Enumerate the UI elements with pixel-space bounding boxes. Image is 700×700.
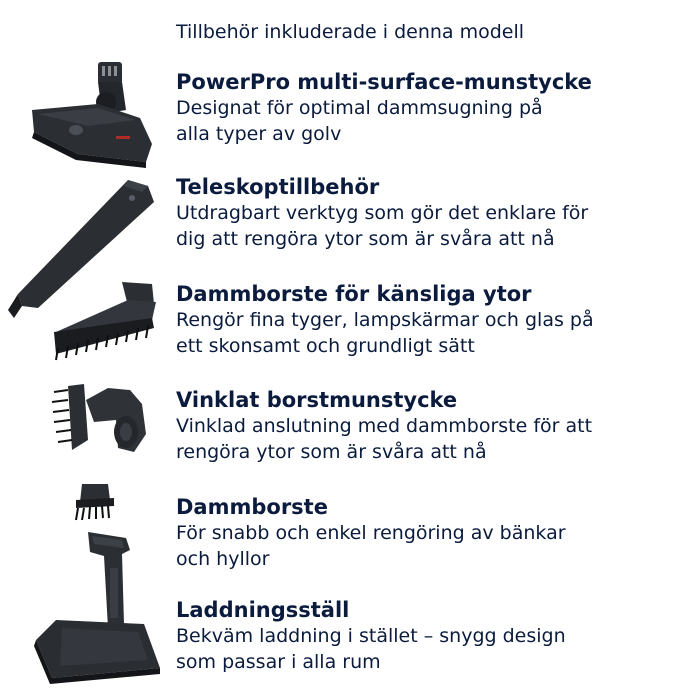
item-title: Teleskoptillbehör — [176, 175, 380, 199]
item-description: Utdragbart verktyg som gör det enklare för dig att rengöra ytor som är svåra att nå — [176, 202, 589, 250]
item-description: Rengör fina tyger, lampskärmar och glas på ett skonsamt och grundligt sätt — [176, 309, 594, 357]
item-title: Dammborste för känsliga ytor — [176, 282, 532, 306]
item-description: För snabb och enkel rengöring av bänkar och hyllor — [176, 522, 566, 570]
accessory-item-dusting-brush — [176, 494, 686, 572]
floor-nozzle-icon — [28, 58, 154, 170]
item-description: Vinklad anslutning med dammborste för att rengöra ytor som är svåra att nå — [176, 415, 593, 463]
page-title: Tillbehör inkluderade i denna modell — [176, 21, 525, 43]
item-title: Dammborste — [176, 495, 328, 519]
item-description: Designat för optimal dammsugning på alla typer av golv — [176, 97, 543, 145]
charging-stand-icon — [34, 528, 164, 684]
accessory-item-soft-brush — [176, 281, 686, 359]
angled-brush-nozzle-icon — [46, 380, 158, 458]
accessory-item-angled-brush — [176, 387, 686, 465]
dusting-brush-icon — [68, 480, 124, 524]
item-title: Laddningsställ — [176, 598, 350, 622]
accessory-item-floor-nozzle — [176, 69, 686, 147]
item-description: Bekväm laddning i stället – snygg design som passar i alla rum — [176, 625, 566, 673]
item-title: PowerPro multi-surface-munstycke — [176, 70, 592, 94]
soft-dusting-brush-icon — [44, 278, 170, 364]
item-title: Vinklat borstmunstycke — [176, 388, 458, 412]
accessory-item-telescopic-tool — [176, 174, 686, 252]
accessory-item-charging-stand — [176, 597, 686, 675]
